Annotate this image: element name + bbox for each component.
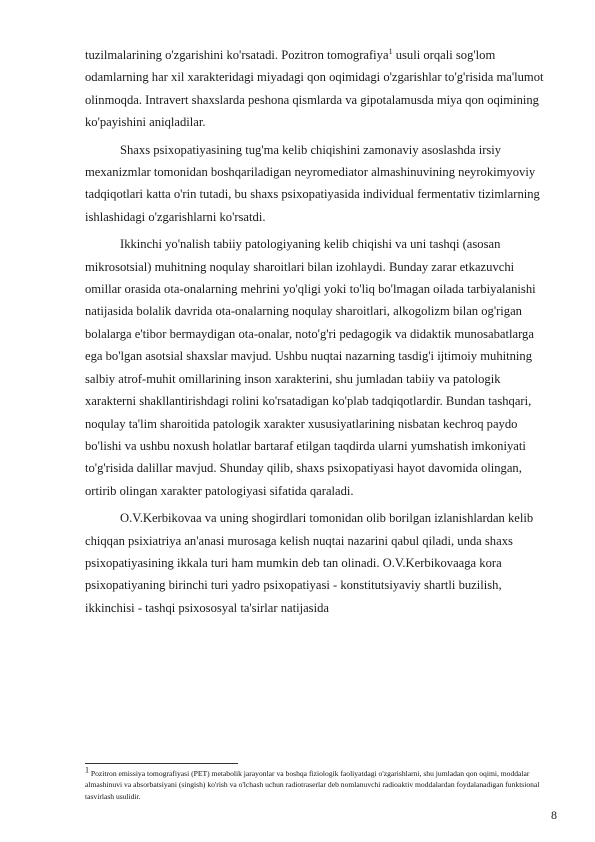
paragraph-1-end: usuli orqali sog'lom odamlarning har xil xarakteridagi miyadagi qon oqimidagi o'zgarishlar to'g'risida ma'lumot olinmoqda. Intravert shaxslarda peshona qismlarda va gipotalamusda miya qon oqimining ko'payishini aniqladilar. [85, 48, 544, 130]
footnote-text: Pozitron emissiya tomografiyasi (PET) metabolik jarayonlar va boshqa fiziologik faoliyatdagi o'zgarishlarni, shu jumladan qon oqimi, moddalar almashinuvi va absorbatsiyani (singish) ko'rish va o'lchash uchun radiotraserlar deb nomlanuvchi radioaktiv moddalardan foydalanadigan funktsional tasvirlash usulidir. [85, 769, 540, 801]
footnote-marker: 1 [85, 765, 89, 775]
paragraph-2: Shaxs psixopatiyasining tug'ma kelib chiqishini zamonaviy asoslashda irsiy mexanizmlar tomonidan boshqariladigan neyromediator almashinuvining neyrokimyoviy tadqiqotlari katta o'rin tutadi, bu shaxs psixopatiyasida individual fermentativ tizimlarning ishlashidagi o'zgarishlarni ko'rsatdi. [85, 142, 540, 224]
footnote [85, 765, 555, 802]
footnote-reference[interactable]: 1 [388, 46, 393, 56]
footnote-divider [85, 763, 238, 764]
paragraph-1 [85, 44, 553, 134]
paragraph-3: Ikkinchi yo'nalish tabiiy patologiyaning kelib chiqishi va uni tashqi (asosan mikrosotsial) muhitning noqulay sharoitlari bilan izohlaydi. Bunday zarar etkazuvchi omillar orasida ota-onalarning mehrini yo'qligi yoki to'liq bo'lmagan oilada tarbiyalanishi natijasida bolalik davrida ota-onalarning noqulay sharoitlari, alkogolizm bilan og'rigan bolalarga e'tibor bermaydigan ota-onalar, noto'g'ri pedagogik va didaktik munosabatlarga ega bo'lgan asotsial shaxslar mavjud. Ushbu nuqtai nazarning tasdig'i ijtimoiy muhitning salbiy atrof-muhit omillarining inson xarakterini, shu jumladan tabiiy va patologik xarakterni shakllantirishdagi rolini ko'rsatadigan ko'plab tadqiqotlardir. Bundan tashqari, noqulay ta'lim sharoitida patologik xarakter xususiyatlarining nisbatan kechroq paydo bo'lishi va ushbu noxush holatlar bartaraf etilgan taqdirda ularni yumshatish imkoniyati to'g'risida dalillar mavjud. Shunday qilib, shaxs psixopatiyasi hayot davomida olingan, ortirib olingan xarakter patologiyasi sifatida qaraladi. [85, 237, 536, 498]
paragraph-4: O.V.Kerbikovaa va uning shogirdlari tomonidan olib borilgan izlanishlardan kelib chiqqan psixiatriya an'anasi murosaga kelish nuqtai nazarini qabul qiladi, unda shaxs psixopatiyasining ikkala turi ham mumkin deb tan olinadi. O.V.Kerbikovaaga kora psixopatiyaning birinchi turi yadro psixopatiyasi - konstitutsiyaviy shartli buzilish, ikkinchisi - tashqi psixososyal ta'sirlar natijasida [85, 511, 534, 615]
paragraph-1-start: tuzilmalarining o'zgarishini ko'rsatadi. Pozitron tomografiya [85, 48, 389, 62]
page-number: 8 [551, 808, 557, 822]
body-text [85, 44, 553, 624]
